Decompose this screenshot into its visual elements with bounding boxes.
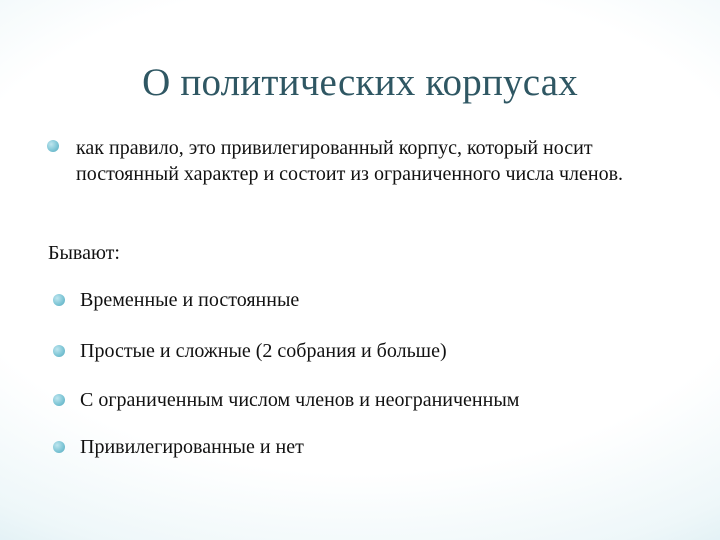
list-item: Временные и постоянные [80,289,300,311]
bullet-icon [53,441,65,453]
list-item: С ограниченным числом членов и неограниченным [80,389,520,411]
list-item: Привилегированные и нет [80,436,304,458]
bullet-icon [47,140,59,152]
intro-bullet-text: как правило, это привилегированный корпус, который носит постоянный характер и состоит из ограниченного числа членов. [76,137,624,185]
list-item: Простые и сложные (2 собрания и больше) [80,340,447,362]
slide-title: О политических корпусах [142,61,578,104]
bullet-icon [53,294,65,306]
bullet-icon [53,345,65,357]
bullet-icon [53,394,65,406]
subheading: Бывают: [48,242,120,264]
